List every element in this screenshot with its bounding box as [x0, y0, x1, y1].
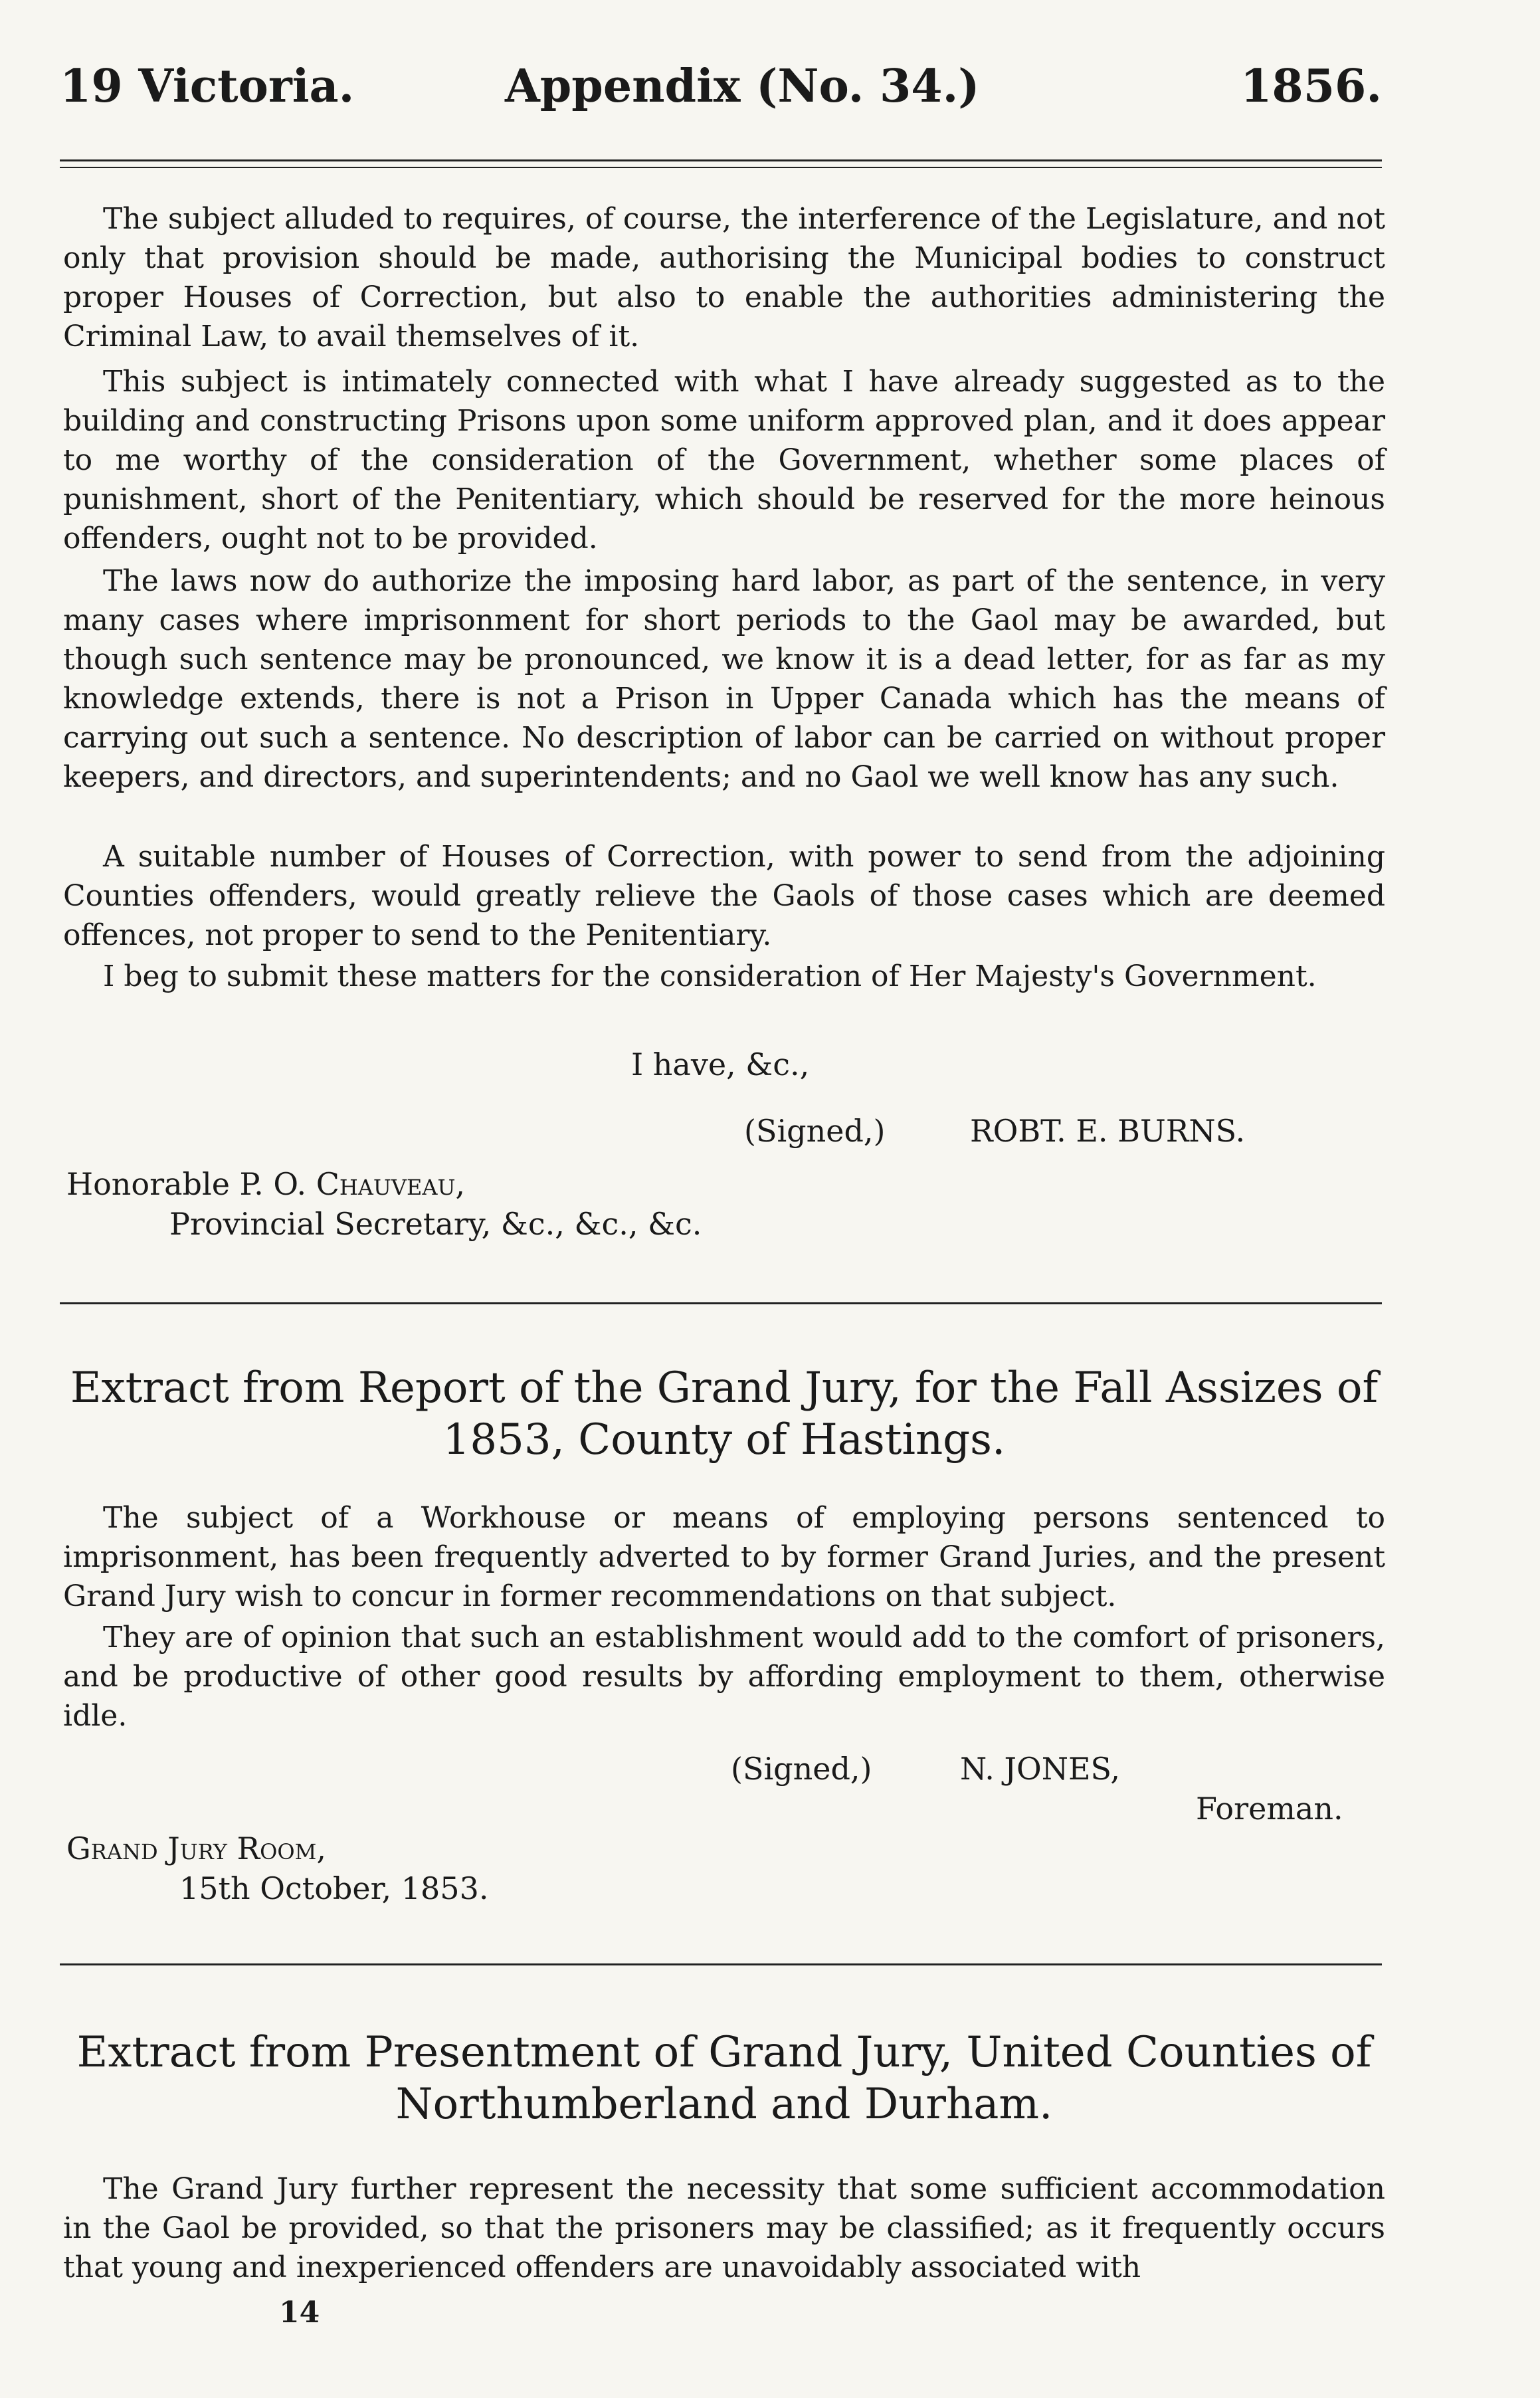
section2-signer: N. JONES,	[960, 1751, 1121, 1787]
section2-signer-title: Foreman.	[1196, 1791, 1343, 1827]
header-session: 19 Victoria.	[60, 60, 355, 113]
header-rule	[60, 159, 1382, 168]
letter-paragraph-3: The laws now do authorize the imposing hard labor, as part of the sentence, in very many cases where imprisonment for short periods to the Gaol may be awarded, but though such sentence may be pronounced, we know it is a dead letter, for as far as my knowledge extends, there is not a Prison in Upper Canada which has the means of carrying out such a sentence. No description of labor can be carried on without proper keepers, and directors, and superintendents; and no Gaol we well know has any such.	[63, 564, 1385, 794]
section-divider-2	[60, 1963, 1382, 1965]
letter-paragraph-1: The subject alluded to requires, of course, the interference of the Legislature, and not only that provision should be made, authorising the Municipal bodies to construct proper Houses of Correction, but also to enable the authorities administering the Criminal Law, to avail themselves of it.	[63, 202, 1385, 353]
letter-addressee	[66, 1166, 465, 1202]
letter-signer: ROBT. E. BURNS.	[970, 1113, 1246, 1149]
header-year: 1856.	[1240, 60, 1382, 113]
addressee-prefix: Honorable P. O.	[66, 1166, 307, 1202]
section2-date: 15th October, 1853.	[179, 1870, 489, 1906]
section2-signed-label: (Signed,)	[731, 1751, 872, 1787]
letter-paragraph-5: I beg to submit these matters for the consideration of Her Majesty's Government.	[103, 959, 1317, 993]
section3-paragraph: The Grand Jury further represent the necessity that some sufficient accommodation in the Gaol be provided, so that the prisoners may be classified; as it frequently occurs that young and inexperienced offenders are unavoidably associated with	[63, 2172, 1385, 2284]
section3-heading: Extract from Presentment of Grand Jury, United Counties of Northumberland and Durham.	[76, 2028, 1372, 2129]
letter-signed-label: (Signed,)	[744, 1113, 886, 1149]
page-number: 14	[279, 2296, 320, 2330]
addressee-title: Provincial Secretary, &c., &c., &c.	[169, 1206, 702, 1242]
letter-paragraph-4: A suitable number of Houses of Correction, with power to send from the adjoining Counties offenders, would greatly relieve the Gaols of those cases which are deemed offences, not proper to send to the Penitentiary.	[63, 840, 1385, 952]
header-appendix: Appendix (No. 34.)	[505, 60, 980, 113]
addressee-name: Chauveau,	[316, 1166, 466, 1202]
letter-closing: I have, &c.,	[631, 1047, 810, 1082]
section2-heading: Extract from Report of the Grand Jury, for the Fall Assizes of 1853, County of Hastings.	[70, 1363, 1379, 1464]
section2-place: Grand Jury Room,	[66, 1831, 326, 1866]
section2-paragraph-2: They are of opinion that such an establishment would add to the comfort of prisoners, and be productive of other good results by affording employment to them, otherwise idle.	[63, 1621, 1385, 1733]
page-header	[53, 60, 1382, 133]
section-divider-1	[60, 1302, 1382, 1304]
section2-paragraph-1: The subject of a Workhouse or means of employing persons sentenced to imprisonment, has been frequently adverted to by former Grand Juries, and the present Grand Jury wish to concur in former recommendations on that subject.	[63, 1501, 1385, 1613]
letter-paragraph-2: This subject is intimately connected with what I have already suggested as to the building and constructing Prisons upon some uniform approved plan, and it does appear to me worthy of the consideration of the Government, whether some places of punishment, short of the Penitentiary, which should be reserved for the more heinous offenders, ought not to be provided.	[63, 365, 1385, 555]
